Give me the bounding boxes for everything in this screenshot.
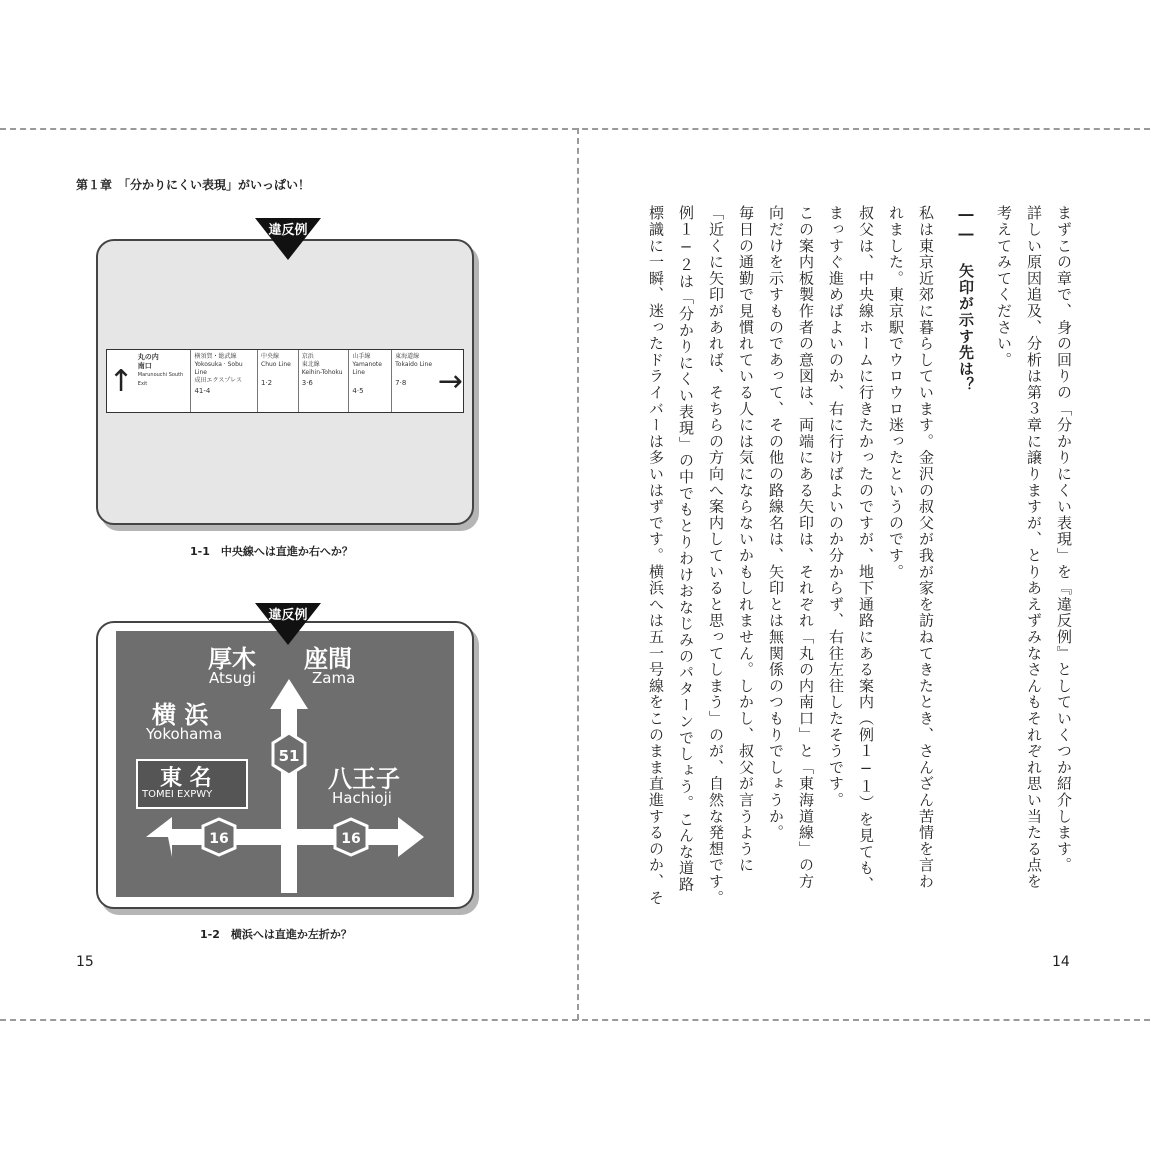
page-number-left: 15 xyxy=(76,954,94,970)
tomei-en-label: TOMEI EXPWY xyxy=(142,789,213,800)
text-column: 詳しい原因追及、分析は第３章に譲りますが、とりあえずみなさんもそれぞれ思い当たる点を xyxy=(1025,205,1043,890)
chapter-header: 第１章 「分かりにくい表現」がいっぱい！ xyxy=(76,178,311,192)
page-bottom-edge xyxy=(0,1019,1150,1021)
atsugi-label: 厚木 xyxy=(208,645,256,673)
yokohama-en-label: Yokohama xyxy=(146,725,223,743)
route-16-right-label: 16 xyxy=(341,831,361,847)
text-column: 標識に一瞬、迷ったドライバーは多いはずです。横浜へは五一号線をこのまま直進するのか、そ xyxy=(647,205,665,906)
violation-badge-icon xyxy=(253,216,323,262)
violation-badge-icon xyxy=(253,601,323,647)
atsugi-en-label: Atsugi xyxy=(209,669,256,687)
text-column: この案内板製作者の意図は、両端にある矢印は、それぞれ「丸の内南口」と「東海道線」の方 xyxy=(797,205,815,890)
route-16-left-label: 16 xyxy=(209,831,229,847)
sign-cell: 丸の内 南口 Marunouchi South Exit xyxy=(137,353,184,387)
sign-cell: 中央線 Chuo Line 1·2 xyxy=(257,350,298,412)
hachioji-en-label: Hachioji xyxy=(332,789,392,807)
text-column: 「近くに矢印があれば、そちらの方向へ案内していると思ってしまう」のが、自然な発想です。 xyxy=(707,205,725,906)
figure-1-station-sign xyxy=(96,239,474,525)
text-column: 毎日の通勤で見慣れている人には気にならないかもしれません。しかし、叔父が言うように xyxy=(737,205,755,874)
up-arrow-icon: ↑ xyxy=(108,363,134,399)
text-column: 私は東京近郊に暮らしています。金沢の叔父が我が家を訪ねてきたとき、さんざん苦情を言わ xyxy=(917,205,935,890)
page-number-right: 14 xyxy=(1052,954,1070,970)
figure-2-road-sign xyxy=(96,621,474,909)
tomei-expressway-panel xyxy=(136,759,248,809)
figure-1-caption: 1-1 中央線へは直進か右へか？ xyxy=(190,545,353,558)
figure-2-caption: 1-2 横浜へは直進か左折か？ xyxy=(200,928,352,941)
route-51-label: 51 xyxy=(278,747,300,765)
badge-label: 違反例 xyxy=(268,223,308,238)
zama-en-label: Zama xyxy=(312,669,356,687)
right-arrow-icon: → xyxy=(437,363,463,399)
hachioji-label: 八王子 xyxy=(328,765,400,793)
sign-cell: 東海道線 Tokaido Line 7·8 xyxy=(391,350,438,412)
sign-cell: 京浜 東北線 Keihin-Tohoku 3·6 xyxy=(298,350,349,412)
sign-cell: 横須賀・総武線 Yokosuka · Sobu Line 成田エクスプレス 41-4 xyxy=(190,350,257,412)
station-guide-board xyxy=(106,349,464,413)
tomei-label: 東 名 xyxy=(160,766,212,791)
road-sign-board xyxy=(116,631,454,897)
text-column: れました。東京駅でウロウロ迷ったというのです。 xyxy=(887,205,905,580)
text-column: まずこの章で、身の回りの「分かりにくい表現」を『違反例』としていくつか紹介します。 xyxy=(1055,205,1073,874)
sign-cell: 山手線 Yamanote Line 4·5 xyxy=(348,350,391,412)
center-fold xyxy=(577,128,579,1020)
page-top-edge xyxy=(0,128,1150,130)
text-column: 向だけを示すものであって、その他の路線名は、矢印とは無関係のつもりでしょうか。 xyxy=(767,205,785,841)
text-column: 考えてみてください。 xyxy=(995,205,1013,368)
badge-label: 違反例 xyxy=(268,608,308,623)
text-column: まっすぐ進めばよいのか、右に行けばよいのか分からず、右往左往したそうです。 xyxy=(827,205,845,809)
section-heading: ―― 矢印が示す先は？ xyxy=(957,205,975,394)
zama-label: 座間 xyxy=(304,645,352,673)
text-column: 叔父は、中央線ホームに行きたかったのですが、地下通路にある案内（例１−１）を見ても、 xyxy=(857,205,875,893)
yokohama-label: 横 浜 xyxy=(152,701,209,729)
text-column: 例１−２は「分かりにくい表現」の中でもとりわけおなじみのパターンでしょう。こんな道路 xyxy=(677,205,695,893)
